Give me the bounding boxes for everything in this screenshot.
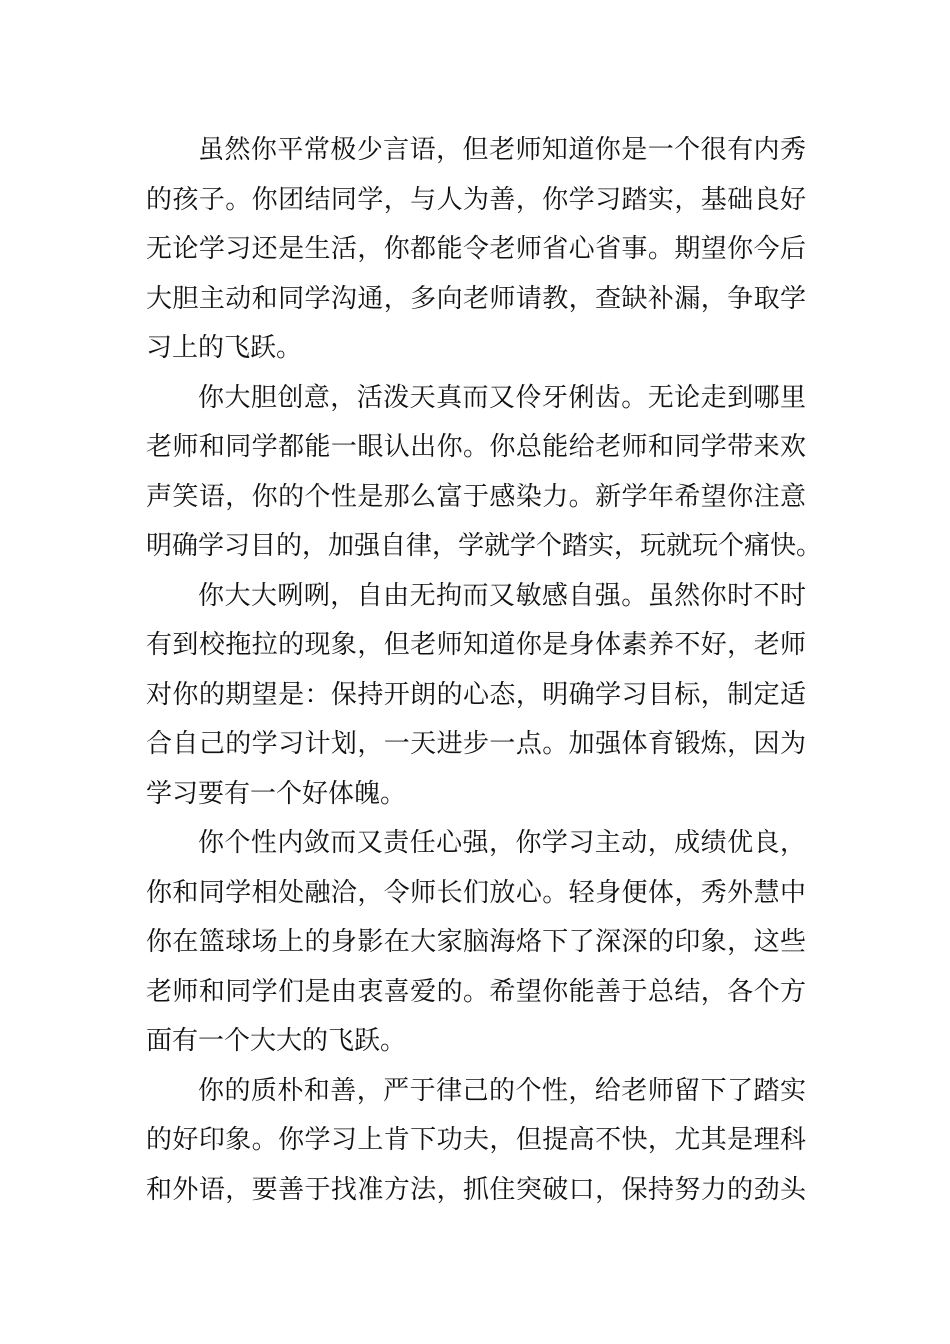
paragraph-4-line-5: 面有一个大大的飞跃。 <box>146 1026 407 1056</box>
paragraph-1-line-1: 虽然你平常极少言语，但老师知道你是一个很有内秀 <box>198 135 806 165</box>
paragraph-3-line-1: 你大大咧咧，自由无拘而又敏感自强。虽然你时不时 <box>198 580 806 611</box>
paragraph-2-line-2: 老师和同学都能一眼认出你。你总能给老师和同学带来欢 <box>146 432 806 462</box>
document-body <box>146 126 823 1215</box>
paragraph-4-line-4: 老师和同学们是由衷喜爱的。希望你能善于总结，各个方 <box>146 976 806 1007</box>
paragraph-2-line-1: 你大胆创意，活泼天真而又伶牙俐齿。无论走到哪里 <box>198 382 806 413</box>
paragraph-1-line-4: 大胆主动和同学沟通，多向老师请教，查缺补漏，争取学 <box>146 283 806 314</box>
paragraph-2-line-3: 声笑语，你的个性是那么富于感染力。新学年希望你注意 <box>146 481 806 512</box>
paragraph-5-line-3: 和外语，要善于找准方法，抓住突破口，保持努力的劲头 <box>146 1174 806 1205</box>
paragraph-3-line-3: 对你的期望是：保持开朗的心态，明确学习目标，制定适 <box>146 679 806 710</box>
paragraph-5-line-2: 的好印象。你学习上肯下功夫，但提高不快，尤其是理科 <box>146 1125 806 1155</box>
paragraph-4-line-1: 你个性内敛而又责任心强，你学习主动，成绩优良， <box>198 828 806 858</box>
paragraph-3-line-2: 有到校拖拉的现象，但老师知道你是身体素养不好，老师 <box>146 630 806 660</box>
paragraph-1-line-2: 的孩子。你团结同学，与人为善，你学习踏实，基础良好 <box>146 184 806 215</box>
paragraph-1-line-3: 无论学习还是生活，你都能令老师省心省事。期望你今后 <box>146 234 806 264</box>
paragraph-3-line-4: 合自己的学习计划，一天进步一点。加强体育锻炼，因为 <box>146 729 806 759</box>
paragraph-3-line-5: 学习要有一个好体魄。 <box>146 778 407 809</box>
paragraph-1-line-5: 习上的飞跃。 <box>146 333 303 363</box>
paragraph-4-line-3: 你在篮球场上的身影在大家脑海烙下了深深的印象，这些 <box>146 927 806 957</box>
paragraph-2-line-4: 明确学习目的，加强自律，学就学个踏实，玩就玩个痛快。 <box>146 531 823 561</box>
paragraph-4-line-2: 你和同学相处融洽，令师长们放心。轻身便体，秀外慧中 <box>146 877 806 908</box>
paragraph-5-line-1: 你的质朴和善，严于律己的个性，给老师留下了踏实 <box>198 1075 806 1106</box>
